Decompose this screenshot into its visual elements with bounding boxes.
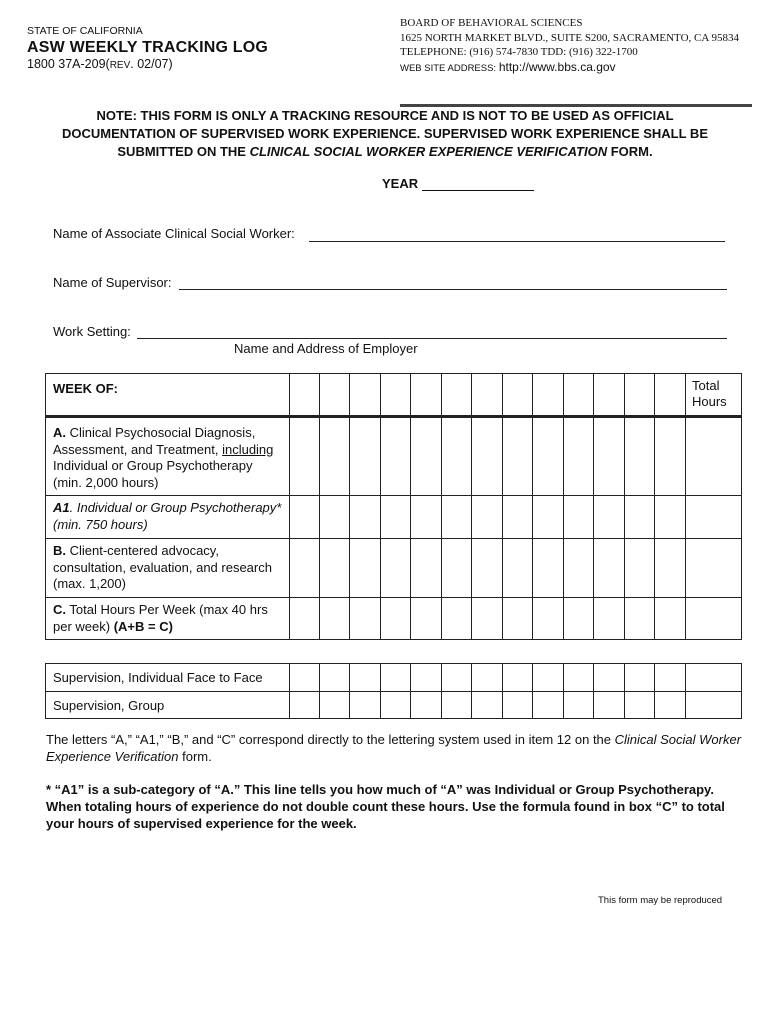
- hours-cell[interactable]: [564, 691, 594, 719]
- week-cell[interactable]: [350, 374, 381, 417]
- row-c-label: [46, 598, 290, 640]
- hours-cell[interactable]: [594, 539, 625, 598]
- hours-cell[interactable]: [472, 598, 503, 640]
- total-cell[interactable]: [686, 496, 742, 539]
- year-field[interactable]: [382, 176, 534, 191]
- hours-cell[interactable]: [594, 417, 625, 496]
- hours-cell[interactable]: [533, 664, 564, 692]
- hours-cell[interactable]: [350, 598, 381, 640]
- week-cell[interactable]: [533, 374, 564, 417]
- week-cell[interactable]: [564, 374, 594, 417]
- total-cell[interactable]: [686, 691, 742, 719]
- lettering-explanation: [46, 731, 746, 765]
- row-b-letter: B.: [53, 543, 66, 558]
- hours-cell[interactable]: [442, 496, 472, 539]
- hours-cell[interactable]: [290, 598, 320, 640]
- hours-cell[interactable]: [472, 539, 503, 598]
- year-blank[interactable]: [422, 177, 534, 191]
- hours-cell[interactable]: [320, 691, 350, 719]
- hours-cell[interactable]: [350, 691, 381, 719]
- hours-cell[interactable]: [564, 496, 594, 539]
- notice-line-1: NOTE: THIS FORM IS ONLY A TRACKING RESOURCE AND IS NOT TO BE USED AS OFFICIAL: [96, 108, 674, 123]
- total-cell[interactable]: [686, 598, 742, 640]
- hours-cell[interactable]: [533, 496, 564, 539]
- total-cell[interactable]: [686, 417, 742, 496]
- hours-cell[interactable]: [503, 598, 533, 640]
- hours-cell[interactable]: [381, 496, 411, 539]
- row-b-text: Client-centered advocacy, consultation, evaluation, and research (max. 1,200): [53, 543, 272, 591]
- hours-cell[interactable]: [381, 664, 411, 692]
- hours-cell[interactable]: [411, 664, 442, 692]
- table-row: [46, 691, 742, 719]
- hours-cell[interactable]: [381, 691, 411, 719]
- hours-cell[interactable]: [350, 539, 381, 598]
- hours-cell[interactable]: [381, 417, 411, 496]
- week-cell[interactable]: [411, 374, 442, 417]
- hours-cell[interactable]: [350, 664, 381, 692]
- hours-cell[interactable]: [411, 691, 442, 719]
- week-cell[interactable]: [594, 374, 625, 417]
- hours-cell[interactable]: [381, 598, 411, 640]
- hours-cell[interactable]: [655, 598, 686, 640]
- hours-cell[interactable]: [594, 691, 625, 719]
- hours-cell[interactable]: [442, 417, 472, 496]
- form-number-rev: REV: [109, 60, 131, 71]
- reproduction-note: This form may be reproduced: [598, 895, 723, 906]
- row-a-label: [46, 417, 290, 496]
- hours-cell[interactable]: [655, 496, 686, 539]
- hours-cell[interactable]: [472, 417, 503, 496]
- hours-cell[interactable]: [411, 539, 442, 598]
- hours-cell[interactable]: [625, 691, 655, 719]
- week-of-label: WEEK OF:: [46, 374, 290, 417]
- board-phone: TELEPHONE: (916) 574-7830 TDD: (916) 322-1700: [400, 46, 638, 58]
- hours-cell[interactable]: [442, 539, 472, 598]
- hours-cell[interactable]: [290, 417, 320, 496]
- board-address: 1625 NORTH MARKET BLVD., SUITE S200, SACRAMENTO, CA 95834: [400, 31, 739, 44]
- hours-cell[interactable]: [655, 539, 686, 598]
- supervision-individual-label: Supervision, Individual Face to Face: [46, 664, 290, 692]
- supervision-table: [45, 663, 742, 719]
- a1-footnote: * “A1” is a sub-category of “A.” This line tells you how much of “A” was Individual or Group Psychotherapy. When totaling hours of experience do not double count these hours. Use the formula found in box “C” to total your hours of supervised experience for the week.: [46, 782, 725, 831]
- hours-cell[interactable]: [564, 417, 594, 496]
- hours-cell[interactable]: [350, 496, 381, 539]
- hours-cell[interactable]: [625, 598, 655, 640]
- board-contact-block: [400, 16, 739, 76]
- total-cell[interactable]: [686, 664, 742, 692]
- hours-cell[interactable]: [594, 664, 625, 692]
- hours-cell[interactable]: [442, 598, 472, 640]
- total-hours-line-2: Hours: [692, 394, 727, 409]
- table-row: [46, 598, 742, 640]
- week-cell[interactable]: [320, 374, 350, 417]
- row-c-letter: C.: [53, 602, 66, 617]
- row-a-text-1: Clinical Psychosocial Diagnosis, Assessment, and Treatment,: [53, 425, 256, 457]
- hours-cell[interactable]: [625, 496, 655, 539]
- week-cell[interactable]: [625, 374, 655, 417]
- hours-cell[interactable]: [442, 691, 472, 719]
- hours-cell[interactable]: [411, 496, 442, 539]
- row-a1-label: [46, 496, 290, 539]
- row-a1-text: . Individual or Group Psychotherapy* (min. 750 hours): [53, 500, 282, 532]
- website-link[interactable]: http://www.bbs.ca.gov: [498, 59, 616, 74]
- notice-line-3-suffix: FORM.: [607, 144, 653, 159]
- state-label: STATE OF CALIFORNIA: [27, 25, 143, 37]
- work-setting-caption: Name and Address of Employer: [234, 341, 418, 356]
- hours-cell[interactable]: [320, 664, 350, 692]
- hours-cell[interactable]: [381, 539, 411, 598]
- lettering-text-2: form.: [178, 749, 212, 764]
- hours-cell[interactable]: [625, 539, 655, 598]
- work-setting-line[interactable]: [137, 338, 727, 339]
- hours-cell[interactable]: [503, 664, 533, 692]
- associate-name-label: Name of Associate Clinical Social Worker:: [53, 226, 295, 241]
- hours-cell[interactable]: [564, 539, 594, 598]
- hours-cell[interactable]: [320, 598, 350, 640]
- hours-cell[interactable]: [472, 664, 503, 692]
- week-of-row: [46, 374, 742, 417]
- hours-cell[interactable]: [564, 598, 594, 640]
- supervisor-name-label: Name of Supervisor:: [53, 275, 172, 290]
- hours-cell[interactable]: [290, 496, 320, 539]
- hours-cell[interactable]: [320, 496, 350, 539]
- hours-cell[interactable]: [655, 664, 686, 692]
- table-row: [46, 417, 742, 496]
- row-c-text: Total Hours Per Week (max 40 hrs per week): [53, 602, 268, 634]
- row-a-letter: A.: [53, 425, 66, 440]
- work-setting-label: Work Setting:: [53, 324, 131, 339]
- hours-cell[interactable]: [594, 496, 625, 539]
- website-label: WEB SITE ADDRESS:: [400, 62, 497, 74]
- row-b-label: [46, 539, 290, 598]
- notice-line-2: DOCUMENTATION OF SUPERVISED WORK EXPERIENCE. SUPERVISED WORK EXPERIENCE SHALL BE: [62, 126, 708, 141]
- hours-cell[interactable]: [472, 496, 503, 539]
- hours-cell[interactable]: [655, 691, 686, 719]
- supervision-group-label: Supervision, Group: [46, 691, 290, 719]
- week-cell[interactable]: [472, 374, 503, 417]
- hours-cell[interactable]: [411, 598, 442, 640]
- hours-cell[interactable]: [503, 496, 533, 539]
- hours-cell[interactable]: [442, 664, 472, 692]
- hours-cell[interactable]: [503, 417, 533, 496]
- hours-cell[interactable]: [533, 598, 564, 640]
- total-cell[interactable]: [686, 539, 742, 598]
- week-cell[interactable]: [290, 374, 320, 417]
- table-row: [46, 496, 742, 539]
- hours-cell[interactable]: [350, 417, 381, 496]
- hours-cell[interactable]: [564, 664, 594, 692]
- week-cell[interactable]: [503, 374, 533, 417]
- hours-cell[interactable]: [472, 691, 503, 719]
- table-row: [46, 539, 742, 598]
- hours-cell[interactable]: [533, 539, 564, 598]
- notice-form-name: CLINICAL SOCIAL WORKER EXPERIENCE VERIFICATION: [249, 144, 608, 159]
- hours-cell[interactable]: [533, 417, 564, 496]
- row-a-underlined: including: [222, 441, 274, 457]
- hours-cell[interactable]: [290, 539, 320, 598]
- hours-cell[interactable]: [503, 539, 533, 598]
- table-row: [46, 664, 742, 692]
- week-cell[interactable]: [381, 374, 411, 417]
- row-a1-letter: A1: [53, 500, 70, 515]
- notice-text: [30, 107, 740, 161]
- total-hours-line-1: Total: [692, 378, 720, 393]
- tracking-table: [45, 373, 742, 640]
- total-hours-header: [686, 374, 742, 417]
- row-c-formula: (A+B = C): [113, 618, 173, 634]
- form-number-suffix: . 02/07): [130, 57, 173, 71]
- year-label: YEAR: [382, 176, 419, 191]
- notice-line-3-prefix: SUBMITTED ON THE: [117, 144, 250, 159]
- form-title: ASW WEEKLY TRACKING LOG: [27, 39, 269, 56]
- board-website: [400, 60, 739, 77]
- hours-cell[interactable]: [290, 691, 320, 719]
- hours-cell[interactable]: [320, 417, 350, 496]
- hours-cell[interactable]: [625, 664, 655, 692]
- week-cell[interactable]: [655, 374, 686, 417]
- hours-cell[interactable]: [290, 664, 320, 692]
- hours-cell[interactable]: [411, 417, 442, 496]
- hours-cell[interactable]: [655, 417, 686, 496]
- form-number: [27, 57, 173, 71]
- notice-line-3: [30, 143, 740, 161]
- hours-cell[interactable]: [503, 691, 533, 719]
- board-name: BOARD OF BEHAVIORAL SCIENCES: [400, 17, 583, 29]
- lettering-text-1: The letters “A,” “A1,” “B,” and “C” correspond directly to the lettering system used in item 12 on the: [46, 732, 615, 747]
- associate-name-line[interactable]: [309, 241, 725, 242]
- hours-cell[interactable]: [594, 598, 625, 640]
- row-a-text-2: Individual or Group Psychotherapy (min. 2,000 hours): [53, 458, 253, 490]
- hours-cell[interactable]: [320, 539, 350, 598]
- hours-cell[interactable]: [625, 417, 655, 496]
- week-cell[interactable]: [442, 374, 472, 417]
- hours-cell[interactable]: [533, 691, 564, 719]
- lettering-form-name: Clinical Social Worker Experience Verification: [46, 732, 742, 764]
- supervisor-name-line[interactable]: [179, 289, 727, 290]
- form-number-prefix: 1800 37A-209(: [27, 57, 110, 71]
